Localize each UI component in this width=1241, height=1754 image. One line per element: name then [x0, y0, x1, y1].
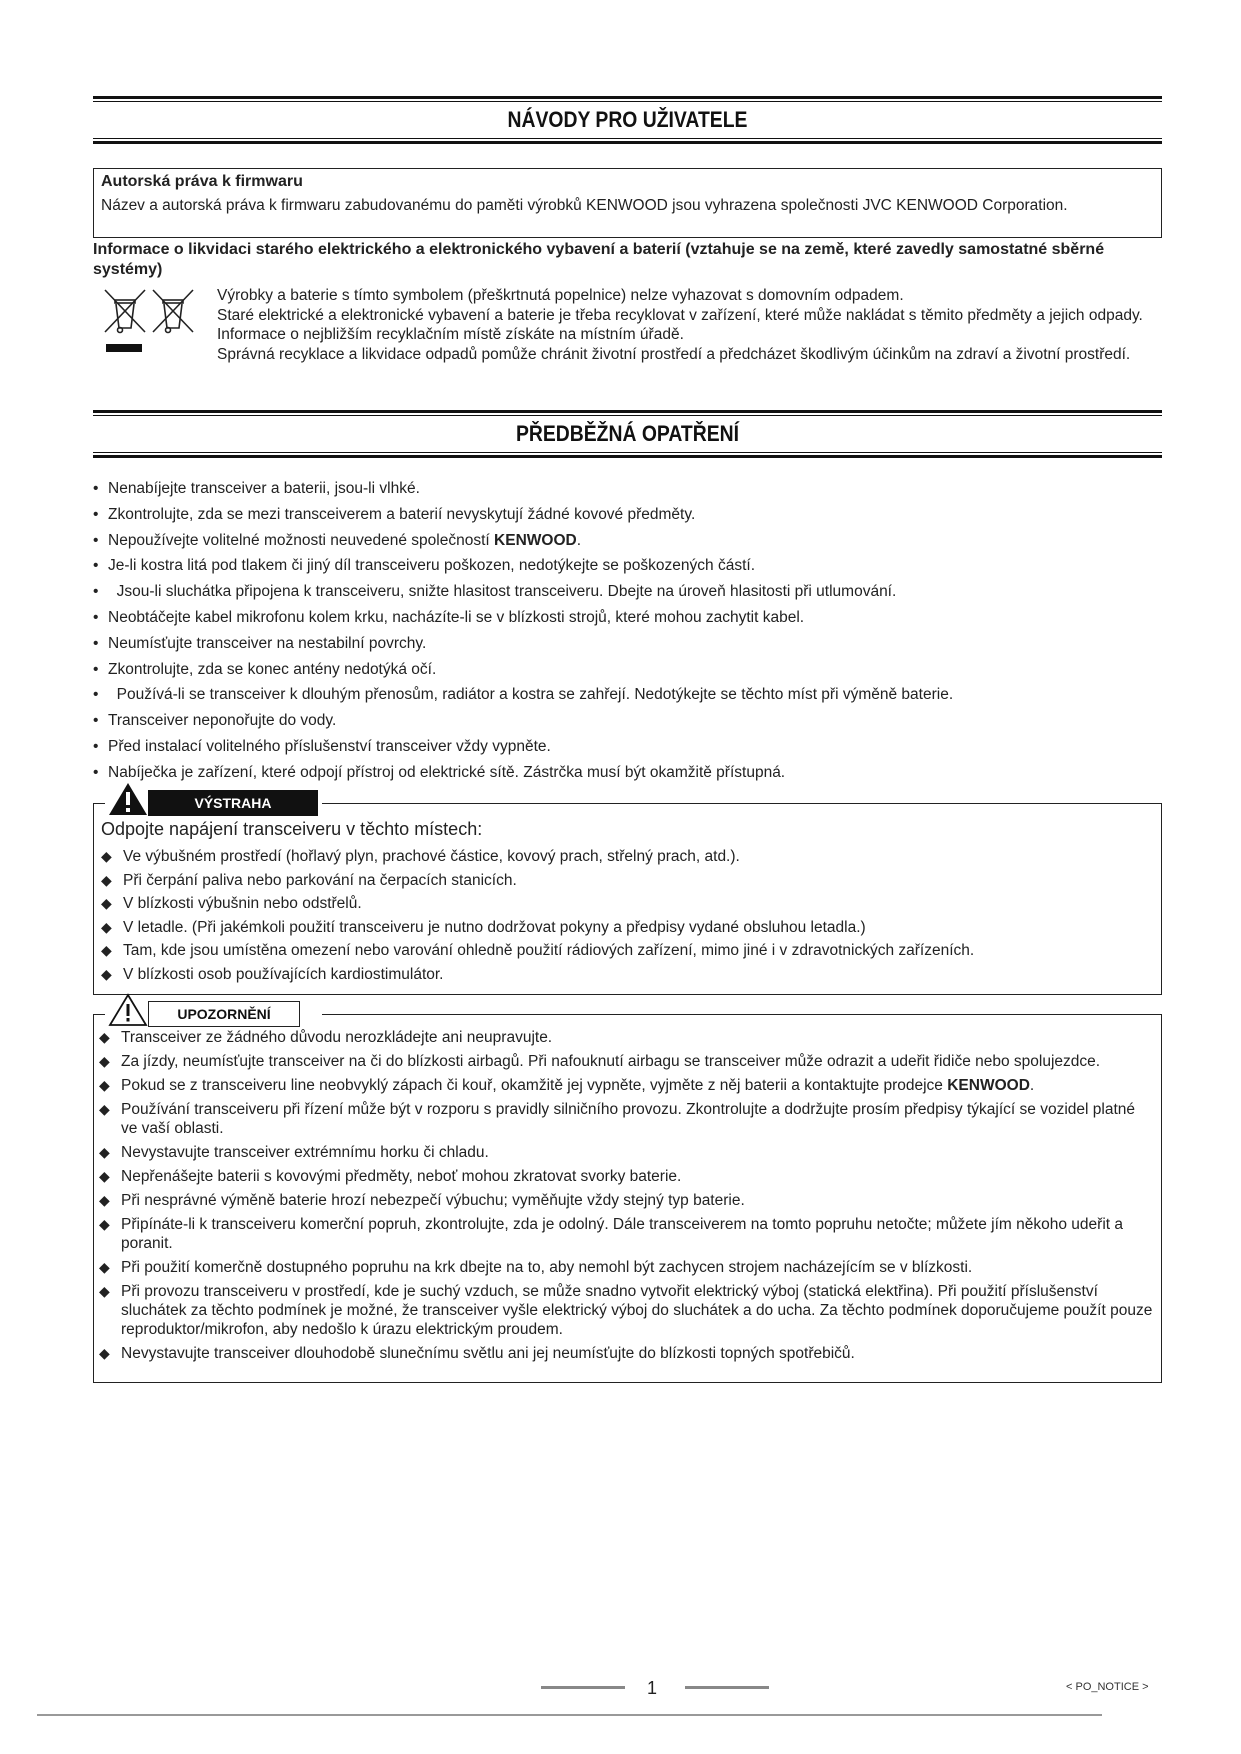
disposal-icons: [103, 288, 198, 356]
list-item: ◆ Za jízdy, neumísťujte transceiver na či do blízkosti airbagů. Při nafouknutí airbagu se transceiver může odrazit a udeřit řidiče nebo spolujezdce.: [99, 1052, 1154, 1071]
section-title-text: NÁVODY PRO UŽIVATELE: [507, 107, 748, 132]
disposal-line: Informace o nejbližším recyklačním místě získáte na místním úřadě.: [217, 326, 684, 343]
list-item: • Zkontrolujte, zda se mezi transceiverem a baterií nevyskytují žádné kovové předměty.: [93, 502, 1162, 528]
footer-bottom-rule: [37, 1714, 1102, 1716]
list-item: • Nepoužívejte volitelné možnosti neuvedené společností KENWOOD.: [93, 528, 1162, 554]
warning-intro: Odpojte napájení transceiveru v těchto místech:: [101, 819, 483, 839]
list-item: ◆ Při provozu transceiveru v prostředí, kde je suchý vzduch, se může snadno vytvořit elektrický výboj (statická elektřina). Při použití příslušenství sluchátek za těchto podmínek je možné, že transceiver vyšle elektrický výboj do sluchátek a do ucha. Za těchto podmínek doporučujeme použít pouze reproduktor/mikrofon, aby nedošlo k úrazu elektrickým proudem.: [99, 1282, 1154, 1339]
list-item: • Zkontrolujte, zda se konec antény nedotýká očí.: [93, 657, 1162, 683]
list-item: • Neobtáčejte kabel mikrofonu kolem krku, nacházíte-li se v blízkosti strojů, které mohou zachytit kabel.: [93, 605, 1162, 631]
warning-triangle-icon: [108, 782, 148, 816]
caution-list: [99, 1028, 1154, 1363]
caution-header: [108, 1001, 300, 1027]
disposal-text: [217, 286, 1162, 364]
firmware-copyright-box: [93, 168, 1162, 238]
warning-header: [108, 790, 318, 816]
page-number: 1: [647, 1678, 658, 1698]
list-item: • Používá-li se transceiver k dlouhým přenosům, radiátor a kostra se zahřejí. Nedotýkejte se těchto míst při výměně baterie.: [93, 682, 1162, 708]
list-item: ◆ Nepřenášejte baterii s kovovými předměty, neboť mohou zkratovat svorky baterie.: [99, 1167, 1154, 1186]
footer-rule-right: [685, 1686, 769, 1689]
caution-label: UPOZORNĚNÍ: [148, 1001, 300, 1027]
disposal-line: Staré elektrické a elektronické vybavení a baterie je třeba recyklovat v zařízení, které může nakládat s těmito předměty a jejich odpady.: [217, 306, 1143, 324]
disposal-line: Správná recyklace a likvidace odpadů pomůže chránit životní prostředí a předcházet škodlivým účinkům na zdraví a životní prostředí.: [217, 345, 1131, 363]
list-item: ◆ Při čerpání paliva nebo parkování na čerpacích stanicích.: [101, 871, 1156, 895]
list-item: ◆ Při použití komerčně dostupného popruhu na krk dbejte na to, aby nemohl být zachycen strojem nacházejícím se v blízkosti.: [99, 1258, 1154, 1277]
list-item: • Nenabíjejte transceiver a baterii, jsou-li vlhké.: [93, 476, 1162, 502]
disposal-line: Výrobky a baterie s tímto symbolem (přeškrtnutá popelnice) nelze vyhazovat s domovním odpadem.: [217, 287, 904, 304]
list-item: ◆ V blízkosti osob používajících kardiostimulátor.: [101, 965, 1156, 989]
list-item: ◆ Nevystavujte transceiver dlouhodobě slunečnímu světlu ani jej neumísťujte do blízkosti topných spotřebičů.: [99, 1344, 1154, 1363]
list-item: • Transceiver neponořujte do vody.: [93, 708, 1162, 734]
precautions-list: [93, 476, 1162, 786]
list-item: ◆ Ve výbušném prostředí (hořlavý plyn, prachové částice, kovový prach, střelný prach, atd.).: [101, 847, 1156, 871]
list-item: ◆ Při nesprávné výměně baterie hrozí nebezpečí výbuchu; vyměňujte vždy stejný typ baterie.: [99, 1191, 1154, 1210]
list-item: ◆ Pokud se z transceiveru line neobvyklý zápach či kouř, okamžitě jej vypněte, vyjměte z něj baterii a kontaktujte prodejce KENWOOD.: [99, 1076, 1154, 1095]
list-item: • Nabíječka je zařízení, které odpojí přístroj od elektrické sítě. Zástrčka musí být okamžitě přístupná.: [93, 760, 1162, 786]
page: [93, 96, 1162, 1362]
list-item: ◆ Používání transceiveru při řízení může být v rozporu s pravidly silničního provozu. Zkontrolujte a dodržujte prosím předpisy týkající se vozidel platné ve vaší oblasti.: [99, 1100, 1154, 1138]
list-item: • Jsou-li sluchátka připojena k transceiveru, snižte hlasitost transceiveru. Dbejte na úroveň hlasitosti při utlumování.: [93, 579, 1162, 605]
list-item: ◆ V blízkosti výbušnin nebo odstřelů.: [101, 894, 1156, 918]
warning-box: [93, 795, 1162, 995]
list-item: ◆ Nevystavujte transceiver extrémnímu horku či chladu.: [99, 1143, 1154, 1162]
caution-triangle-icon: [108, 993, 148, 1027]
list-item: ◆ Tam, kde jsou umístěna omezení nebo varování ohledně použití rádiových zařízení, mimo jiné i v zdravotnických zařízeních.: [101, 941, 1156, 965]
list-item: ◆ V letadle. (Při jakémkoli použití transceiveru je nutno dodržovat pokyny a předpisy vydané obsluhou letadla.): [101, 918, 1156, 942]
firmware-text: Název a autorská práva k firmwaru zabudovanému do paměti výrobků KENWOOD jsou vyhrazena společnosti JVC KENWOOD Corporation.: [101, 197, 1068, 214]
list-item: ◆ Transceiver ze žádného důvodu nerozkládejte ani neupravujte.: [99, 1028, 1154, 1047]
warning-label: VÝSTRAHA: [148, 790, 318, 816]
crossed-bin-icon: [103, 288, 198, 356]
list-item: ◆ Připínáte-li k transceiveru komerční popruh, zkontrolujte, zda je odolný. Dále transceiverem na tomto popruhu netočte; můžete jím někoho udeřit a poranit.: [99, 1215, 1154, 1253]
footer-rule-left: [541, 1686, 625, 1689]
warning-list: [101, 847, 1156, 988]
section-title-user-info: [93, 96, 1162, 144]
document-code: < PO_NOTICE >: [1066, 1681, 1149, 1693]
list-item: • Neumísťujte transceiver na nestabilní povrchy.: [93, 631, 1162, 657]
list-item: • Před instalací volitelného příslušenství transceiver vždy vypněte.: [93, 734, 1162, 760]
list-item: • Je-li kostra litá pod tlakem či jiný díl transceiveru poškozen, nedotýkejte se poškozených částí.: [93, 553, 1162, 579]
disposal-title: Informace o likvidaci starého elektrického a elektronického vybavení a baterií (vztahuje se na země, které zavedly samostatné sběrné systémy): [93, 241, 1105, 278]
firmware-title: Autorská práva k firmwaru: [101, 173, 303, 190]
section-title-precautions: [93, 410, 1162, 458]
caution-box: [93, 1006, 1162, 1383]
section-title-text: PŘEDBĚŽNÁ OPATŘENÍ: [515, 421, 739, 446]
